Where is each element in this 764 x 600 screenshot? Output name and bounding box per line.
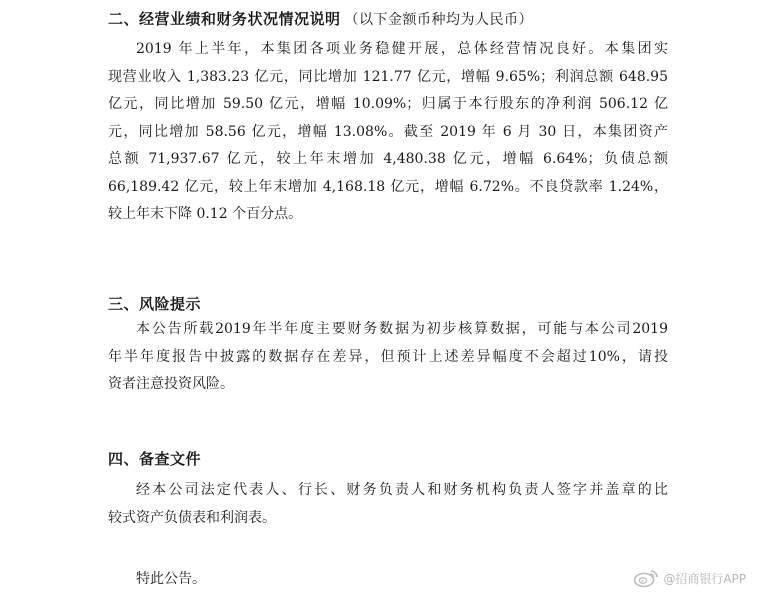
section-2-title: 二、经营业绩和财务状况情况说明	[108, 10, 341, 28]
section-2-body	[108, 36, 668, 229]
watermark	[633, 568, 746, 588]
paragraph-line: 元，同比增加 58.56 亿元，增幅 13.08%。截至 2019 年 6 月 30 日，本集团资产	[108, 123, 668, 140]
section-3-body	[108, 316, 668, 399]
section-3-heading	[108, 293, 201, 314]
paragraph-line: 亿元，同比增加 59.50 亿元，增幅 10.09%；归属于本行股东的净利润 506.12 亿	[108, 96, 668, 112]
section-4-heading	[108, 448, 201, 469]
section-4-title: 四、备查文件	[108, 450, 202, 468]
section-3-title: 三、风险提示	[108, 295, 202, 313]
paragraph-line: 较式资产负债表和利润表。	[108, 509, 276, 526]
section-4-body	[108, 477, 668, 532]
paragraph-line: 现营业收入 1,383.23 亿元，同比增加 121.77 亿元，增幅 9.65%；利润总额 648.95	[108, 68, 668, 85]
paragraph-line: 资者注意投资风险。	[108, 376, 234, 392]
watermark-text: @招商银行APP	[663, 571, 746, 586]
weibo-logo-icon	[633, 568, 659, 588]
section-2-heading	[108, 8, 533, 29]
paragraph-line: 本公告所载2019年半年度主要财务数据为初步核算数据，可能与本公司2019	[136, 321, 668, 337]
currency-note: （以下金额币种均为人民币）	[344, 12, 534, 28]
paragraph-line: 总额 71,937.67 亿元，较上年末增加 4,480.38 亿元，增幅 6.64%；负债总额	[108, 151, 668, 167]
closing-statement: 特此公告。	[136, 571, 206, 587]
paragraph-line: 2019 年上半年，本集团各项业务稳健开展，总体经营情况良好。本集团实	[136, 41, 668, 57]
paragraph-line: 经本公司法定代表人、行长、财务负责人和财务机构负责人签字并盖章的比	[136, 482, 668, 498]
paragraph-line: 较上年末下降 0.12 个百分点。	[108, 206, 303, 222]
paragraph-line: 年半年度报告中披露的数据存在差异，但预计上述差异幅度不会超过10%，请投	[108, 348, 668, 365]
paragraph-line: 66,189.42 亿元，较上年末增加 4,168.18 亿元，增幅 6.72%。不良贷款率 1.24%，	[108, 178, 668, 195]
